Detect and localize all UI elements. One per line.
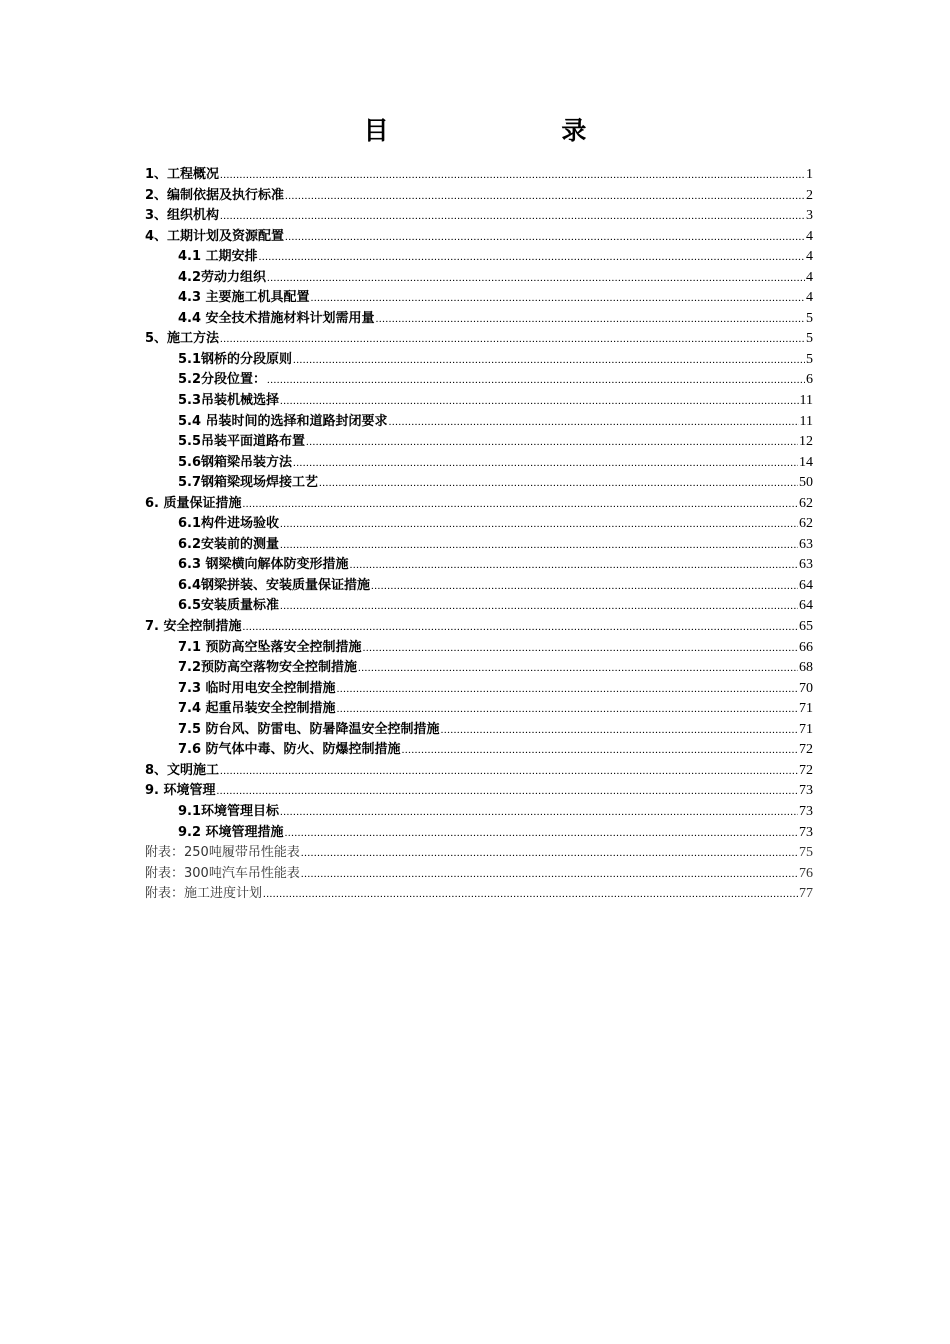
toc-entry[interactable] bbox=[145, 227, 813, 248]
toc-entry-page-number: 4 bbox=[806, 269, 813, 285]
toc-entry[interactable] bbox=[145, 247, 813, 268]
toc-leader-dots bbox=[217, 781, 798, 801]
toc-entry-label: 附表：250吨履带吊性能表 bbox=[145, 845, 300, 861]
toc-entry-page-number: 64 bbox=[799, 598, 813, 614]
toc-entry-page-number: 72 bbox=[799, 762, 813, 778]
toc-entry-page-number: 66 bbox=[799, 639, 813, 655]
toc-entry-label: 7. 安全控制措施 bbox=[145, 619, 242, 635]
toc-entry-page-number: 4 bbox=[806, 249, 813, 265]
toc-entry-label: 6.2安装前的测量 bbox=[178, 536, 280, 552]
toc-entry[interactable] bbox=[145, 843, 813, 864]
toc-entry[interactable] bbox=[145, 823, 813, 844]
toc-entry[interactable] bbox=[145, 268, 813, 289]
toc-entry-page-number: 4 bbox=[806, 228, 813, 244]
toc-entry-label: 2、编制依据及执行标准 bbox=[145, 187, 285, 203]
toc-entry[interactable] bbox=[145, 781, 813, 802]
toc-leader-dots bbox=[285, 227, 805, 247]
toc-entry-label: 4、工期计划及资源配置 bbox=[145, 228, 285, 244]
toc-entry-page-number: 5 bbox=[806, 351, 813, 367]
toc-entry[interactable] bbox=[145, 740, 813, 761]
toc-entry[interactable] bbox=[145, 309, 813, 330]
toc-entry-page-number: 5 bbox=[806, 310, 813, 326]
toc-entry[interactable] bbox=[145, 494, 813, 515]
toc-entry-label: 7.4 起重吊装安全控制措施 bbox=[178, 701, 336, 717]
toc-entry-page-number: 4 bbox=[806, 290, 813, 306]
toc-leader-dots bbox=[358, 658, 798, 678]
toc-entry-page-number: 71 bbox=[799, 701, 813, 717]
toc-entry-label: 9. 环境管理 bbox=[145, 783, 216, 799]
toc-entry[interactable] bbox=[145, 720, 813, 741]
toc-entry[interactable] bbox=[145, 535, 813, 556]
toc-leader-dots bbox=[306, 432, 798, 452]
toc-entry[interactable] bbox=[145, 350, 813, 371]
toc-leader-dots bbox=[311, 288, 805, 308]
toc-entry-page-number: 64 bbox=[799, 577, 813, 593]
toc-entry-page-number: 11 bbox=[799, 393, 813, 409]
toc-entry-label: 5.1钢桥的分段原则 bbox=[178, 351, 293, 367]
toc-entry[interactable] bbox=[145, 186, 813, 207]
toc-entry-page-number: 63 bbox=[799, 557, 813, 573]
toc-entry-page-number: 73 bbox=[799, 783, 813, 799]
toc-leader-dots bbox=[337, 679, 798, 699]
toc-entry[interactable] bbox=[145, 864, 813, 885]
toc-entry-page-number: 77 bbox=[799, 886, 813, 902]
toc-entry[interactable] bbox=[145, 288, 813, 309]
toc-leader-dots bbox=[402, 740, 798, 760]
toc-entry-page-number: 72 bbox=[799, 742, 813, 758]
toc-entry[interactable] bbox=[145, 576, 813, 597]
toc-entry-page-number: 2 bbox=[806, 187, 813, 203]
toc-entry-page-number: 71 bbox=[799, 721, 813, 737]
toc-entry-label: 7.5 防台风、防雷电、防暑降温安全控制措施 bbox=[178, 721, 440, 737]
toc-leader-dots bbox=[243, 617, 798, 637]
toc-entry[interactable] bbox=[145, 658, 813, 679]
toc-entry[interactable] bbox=[145, 596, 813, 617]
toc-leader-dots bbox=[371, 576, 798, 596]
toc-leader-dots bbox=[376, 309, 805, 329]
toc-leader-dots bbox=[280, 391, 798, 411]
toc-entry-page-number: 68 bbox=[799, 660, 813, 676]
toc-leader-dots bbox=[350, 555, 798, 575]
toc-entry[interactable] bbox=[145, 165, 813, 186]
toc-leader-dots bbox=[280, 535, 798, 555]
toc-entry-label: 5.7钢箱梁现场焊接工艺 bbox=[178, 475, 319, 491]
toc-entry-label: 5.3吊装机械选择 bbox=[178, 393, 280, 409]
toc-entry-page-number: 12 bbox=[799, 434, 813, 450]
toc-entry[interactable] bbox=[145, 473, 813, 494]
toc-entry-page-number: 70 bbox=[799, 680, 813, 696]
toc-entry-label: 4.4 安全技术措施材料计划需用量 bbox=[178, 310, 375, 326]
toc-entry-page-number: 73 bbox=[799, 824, 813, 840]
toc-entry[interactable] bbox=[145, 206, 813, 227]
page-title: 目 录 bbox=[363, 116, 669, 145]
toc-leader-dots bbox=[243, 494, 798, 514]
toc-leader-dots bbox=[280, 514, 798, 534]
toc-entry-label: 5.6钢箱梁吊装方法 bbox=[178, 454, 293, 470]
toc-entry-label: 6.4钢梁拼装、安装质量保证措施 bbox=[178, 577, 371, 593]
toc-entry-label: 5.4 吊装时间的选择和道路封闭要求 bbox=[178, 413, 388, 429]
toc-leader-dots bbox=[319, 473, 798, 493]
toc-entry[interactable] bbox=[145, 679, 813, 700]
toc-entry-page-number: 75 bbox=[799, 845, 813, 861]
toc-entry-label: 附表：施工进度计划 bbox=[145, 886, 263, 902]
toc-entry[interactable] bbox=[145, 699, 813, 720]
toc-entry-label: 附表：300吨汽车吊性能表 bbox=[145, 865, 300, 881]
toc-leader-dots bbox=[267, 370, 805, 390]
toc-entry[interactable] bbox=[145, 453, 813, 474]
toc-entry-label: 9.2 环境管理措施 bbox=[178, 824, 284, 840]
toc-entry-label: 5、施工方法 bbox=[145, 331, 220, 347]
toc-leader-dots bbox=[301, 864, 798, 884]
toc-entry-page-number: 50 bbox=[799, 475, 813, 491]
toc-entry-label: 6.5安装质量标准 bbox=[178, 598, 280, 614]
toc-entry[interactable] bbox=[145, 370, 813, 391]
toc-entry-label: 5.5吊装平面道路布置 bbox=[178, 434, 306, 450]
toc-entry-page-number: 14 bbox=[799, 454, 813, 470]
toc-entry-label: 6.3 钢梁横向解体防变形措施 bbox=[178, 557, 349, 573]
toc-entry-label: 7.2预防高空落物安全控制措施 bbox=[178, 660, 358, 676]
toc-leader-dots bbox=[285, 823, 798, 843]
toc-entry[interactable] bbox=[145, 617, 813, 638]
toc-entry-label: 7.1 预防高空坠落安全控制措施 bbox=[178, 639, 362, 655]
toc-entry-label: 3、组织机构 bbox=[145, 208, 220, 224]
toc-entry-label: 1、工程概况 bbox=[145, 167, 220, 182]
toc-entry-page-number: 5 bbox=[806, 331, 813, 347]
toc-entry-page-number: 62 bbox=[799, 516, 813, 532]
toc-entry-page-number: 1 bbox=[806, 167, 813, 182]
toc-leader-dots bbox=[441, 720, 798, 740]
toc-entry-page-number: 3 bbox=[806, 208, 813, 224]
toc-leader-dots bbox=[263, 884, 798, 904]
toc-leader-dots bbox=[280, 802, 798, 822]
toc-leader-dots bbox=[293, 453, 798, 473]
toc-entry-label: 6. 质量保证措施 bbox=[145, 495, 242, 511]
toc-entry[interactable] bbox=[145, 555, 813, 576]
table-of-contents bbox=[145, 165, 813, 905]
toc-leader-dots bbox=[280, 596, 798, 616]
toc-entry-label: 4.3 主要施工机具配置 bbox=[178, 290, 310, 306]
toc-entry[interactable] bbox=[145, 802, 813, 823]
toc-leader-dots bbox=[220, 165, 805, 185]
toc-leader-dots bbox=[220, 206, 805, 226]
toc-entry[interactable] bbox=[145, 329, 813, 350]
toc-entry[interactable] bbox=[145, 638, 813, 659]
toc-leader-dots bbox=[267, 268, 805, 288]
toc-entry-page-number: 73 bbox=[799, 803, 813, 819]
toc-entry-page-number: 6 bbox=[806, 372, 813, 388]
toc-entry-label: 6.1构件进场验收 bbox=[178, 516, 280, 532]
toc-entry[interactable] bbox=[145, 884, 813, 905]
toc-entry-label: 7.3 临时用电安全控制措施 bbox=[178, 680, 336, 696]
toc-entry[interactable] bbox=[145, 432, 813, 453]
toc-entry-page-number: 76 bbox=[799, 865, 813, 881]
toc-entry-label: 9.1环境管理目标 bbox=[178, 803, 280, 819]
toc-entry-page-number: 65 bbox=[799, 619, 813, 635]
toc-entry-label: 5.2分段位置： bbox=[178, 372, 267, 388]
toc-entry-page-number: 11 bbox=[799, 413, 813, 429]
toc-leader-dots bbox=[259, 247, 805, 267]
toc-entry[interactable] bbox=[145, 761, 813, 782]
toc-entry-label: 4.1 工期安排 bbox=[178, 249, 258, 265]
toc-entry-page-number: 63 bbox=[799, 536, 813, 552]
toc-entry-page-number: 62 bbox=[799, 495, 813, 511]
toc-entry[interactable] bbox=[145, 514, 813, 535]
toc-entry-label: 4.2劳动力组织 bbox=[178, 269, 267, 285]
toc-leader-dots bbox=[301, 843, 798, 863]
toc-entry[interactable] bbox=[145, 391, 813, 412]
toc-entry-label: 7.6 防气体中毒、防火、防爆控制措施 bbox=[178, 742, 401, 758]
toc-leader-dots bbox=[389, 412, 799, 432]
toc-entry[interactable] bbox=[145, 412, 813, 433]
toc-leader-dots bbox=[285, 186, 805, 206]
toc-leader-dots bbox=[293, 350, 805, 370]
toc-entry-label: 8、文明施工 bbox=[145, 762, 220, 778]
toc-leader-dots bbox=[363, 638, 798, 658]
toc-leader-dots bbox=[220, 761, 798, 781]
toc-leader-dots bbox=[337, 699, 798, 719]
toc-leader-dots bbox=[220, 329, 805, 349]
